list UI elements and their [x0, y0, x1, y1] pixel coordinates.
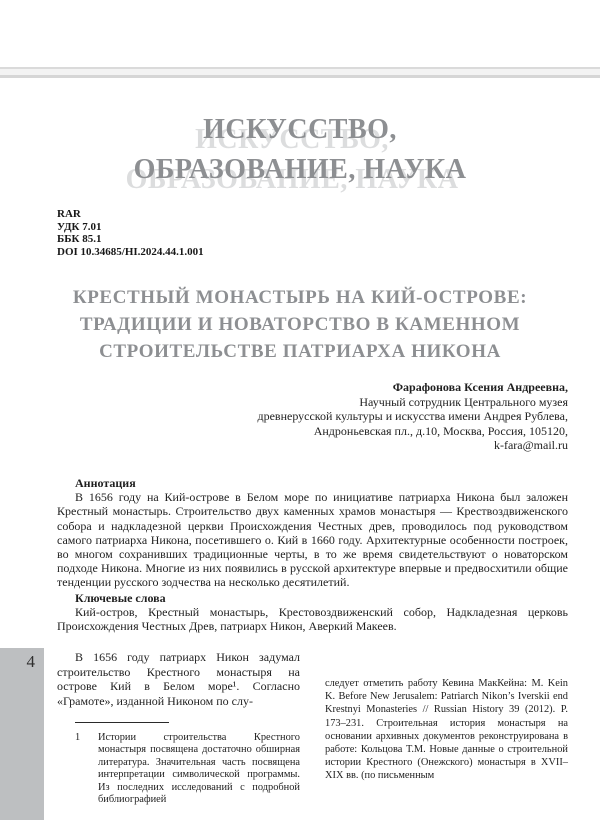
author-block — [138, 380, 568, 453]
footnote-right-text: следует отметить работу Кевина МакКейна: M. Kein K. Before New Jerusalem: Patriarch Nikon’s Iverskii end Krestnyi Monasteries // Russian History 39 (2012). P. 173–231. Строительная история монастыря на основании архивных документов реконструирована в работе: Кольцова Т.М. Новые данные о строительной истории Крестного (Онежского) монастыря в XVII–XIX вв. (по письменным — [325, 678, 568, 782]
journal-section-header — [0, 110, 600, 190]
footnote-left — [75, 732, 300, 806]
journal-header-line1: ИСКУССТВО, — [203, 114, 397, 145]
article-title — [35, 284, 565, 365]
right-column — [325, 650, 568, 806]
footnote-left-text: Истории строительства Крестного монастыря посвящена достаточно обширная литература. Значительная часть посвящена интерпретации символической программы. Из последних исследований с подробной библиографией — [98, 732, 300, 806]
keywords-text: Кий-остров, Крестный монастырь, Крестовоздвиженский собор, Надкладезная церковь Происхождения Честных Древ, патриарх Никон, Аверкий Макеев. — [57, 605, 568, 634]
keywords-heading: Ключевые слова — [75, 591, 166, 605]
journal-header-line2: ОБРАЗОВАНИЕ, НАУКА — [133, 154, 467, 185]
footnote-number: 1 — [75, 732, 81, 743]
article-meta — [57, 208, 204, 258]
author-affiliation-line1: Научный сотрудник Центрального музея — [359, 394, 568, 409]
body-paragraph: В 1656 году патриарх Никон задумал строительство Крестного монастыря на острове Кий в Белом море¹. Согласно «Грамоте», изданной Никоном по слу- — [57, 650, 300, 708]
author-address: Андроньевская пл., д.10, Москва, Россия, 105120, — [313, 423, 568, 438]
article-title-line3: СТРОИТЕЛЬСТВЕ ПАТРИАРХА НИКОНА — [99, 341, 501, 362]
page-number: 4 — [26, 652, 35, 671]
abstract-section — [57, 476, 568, 590]
article-title-line2: ТРАДИЦИИ И НОВАТОРСТВО В КАМЕННОМ — [79, 314, 521, 335]
meta-rar: RAR — [57, 208, 81, 220]
page-number-sidebar — [0, 648, 44, 820]
author-name: Фарафонова Ксения Андреевна, — [392, 380, 568, 394]
footnote-separator — [75, 722, 169, 723]
header-divider-band — [0, 67, 600, 78]
article-title-line1: КРЕСТНЫЙ МОНАСТЫРЬ НА КИЙ-ОСТРОВЕ: — [72, 287, 528, 308]
meta-bbk: ББК 85.1 — [57, 233, 102, 245]
two-column-body — [57, 650, 568, 806]
left-column — [57, 650, 300, 806]
abstract-heading: Аннотация — [75, 476, 136, 490]
author-affiliation-line2: древнерусской культуры и искусства имени Андрея Рублева, — [257, 409, 568, 424]
abstract-text: В 1656 году на Кий-острове в Белом море по инициативе патриарха Никона был заложен Крестный монастырь. Строительство двух каменных храмов монастыря — Крествоздвиженского собора и надкладезной церкви Происхождения Честных древ, проводилось под руководством самого патриарха Никона, посетившего о. Кий в 1660 году. Архитектурные особенности построек, во многом сохранивших традиционные черты, в то же время свидетельствуют о новаторском подходе Никона. Многие из них появились в русской архитектуре впервые и предвосхитили общие тенденции русского зодчества на несколько десятилетий. — [57, 490, 568, 590]
meta-doi: DOI 10.34685/HI.2024.44.1.001 — [57, 245, 204, 258]
author-email: k-fara@mail.ru — [493, 438, 568, 453]
keywords-section — [57, 591, 568, 634]
meta-udk: УДК 7.01 — [57, 220, 102, 233]
